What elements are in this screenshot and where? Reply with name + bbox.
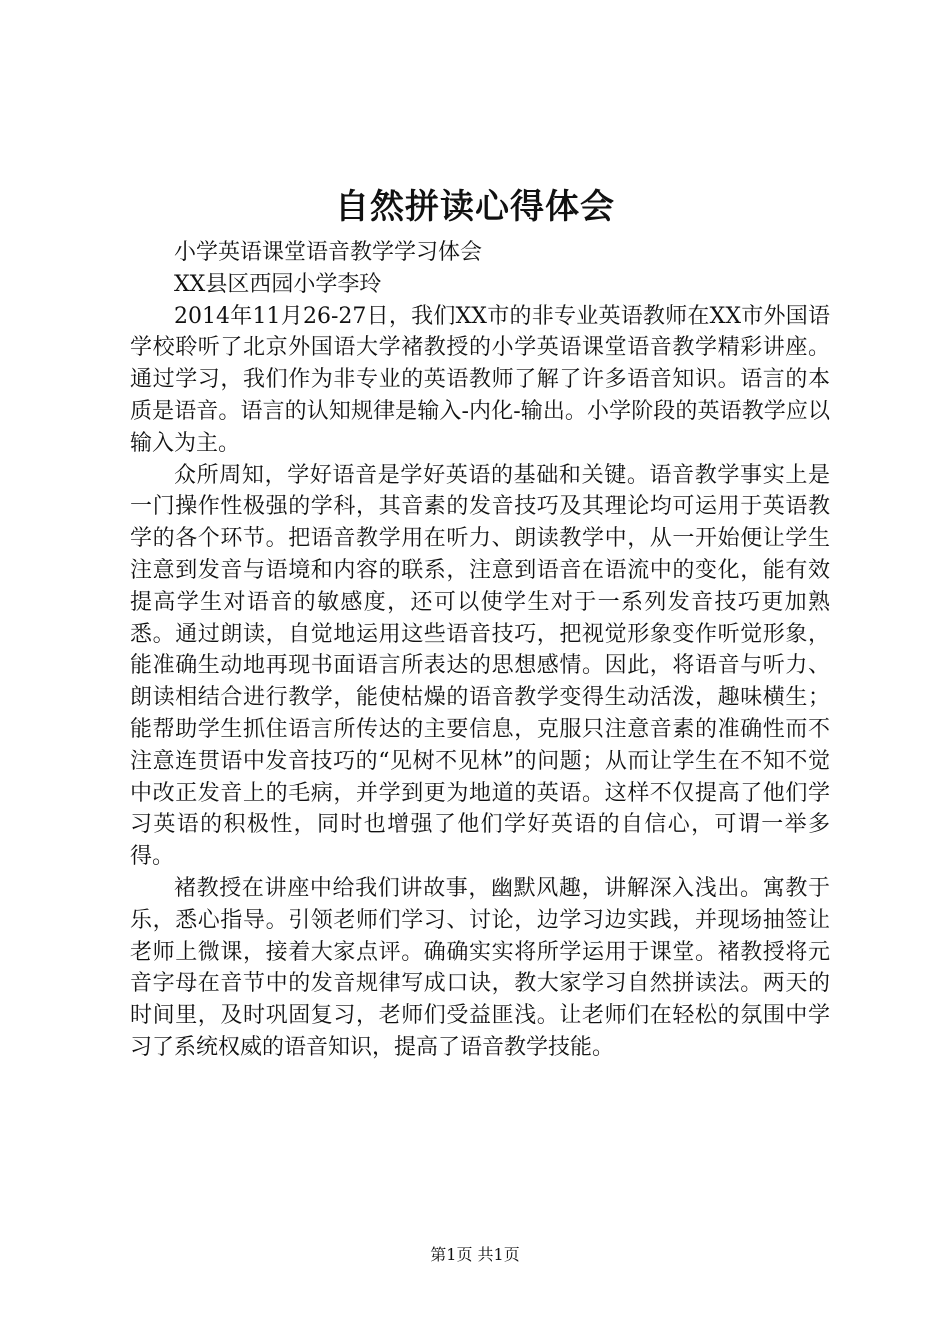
document-title: 自然拼读心得体会 [335, 187, 615, 227]
document-body [130, 237, 830, 1064]
body-paragraph: 众所周知，学好语音是学好英语的基础和关键。语音教学事实上是一门操作性极强的学科，其音素的发音技巧及其理论均可运用于英语教学的各个环节。把语音教学用在听力、朗读教学中，从一开始便让学生注意到发音与语境和内容的联系，注意到语音在语流中的变化，能有效提高学生对语音的敏感度，还可以使学生对于一系列发音技巧更加熟悉。通过朗读，自觉地运用这些语音技巧，把视觉形象变作听觉形象，能准确生动地再现书面语言所表达的思想感情。因此，将语音与听力、朗读相结合进行教学，能使枯燥的语音教学变得生动活泼，趣味横生；能帮助学生抓住语言所传达的主要信息，克服只注意音素的准确性而不注意连贯语中发音技巧的“见树不见林”的问题；从而让学生在不知不觉中改正发音上的毛病，并学到更为地道的英语。这样不仅提高了他们学习英语的积极性，同时也增强了他们学好英语的自信心，可谓一举多得。 [130, 462, 830, 870]
author-paragraph: XX县区西园小学李玲 [174, 271, 382, 297]
body-paragraph: 2014年11月26-27日，我们XX市的非专业英语教师在XX市外国语学校聆听了北京外国语大学褚教授的小学英语课堂语音教学精彩讲座。通过学习，我们作为非专业的英语教师了解了许多语音知识。语言的本质是语音。语言的认知规律是输入-内化-输出。小学阶段的英语教学应以输入为主。 [130, 303, 830, 456]
body-paragraph: 褚教授在讲座中给我们讲故事，幽默风趣，讲解深入浅出。寓教于乐，悉心指导。引领老师们学习、讨论，边学习边实践，并现场抽签让老师上微课，接着大家点评。确确实实将所学运用于课堂。褚教授将元音字母在音节中的发音规律写成口诀，教大家学习自然拼读法。两天的时间里，及时巩固复习，老师们受益匪浅。让老师们在轻松的氛围中学习了系统权威的语音知识，提高了语音教学技能。 [130, 875, 830, 1060]
subtitle-paragraph: 小学英语课堂语音教学学习体会 [174, 240, 483, 265]
page-footer: 第1页 共1页 [430, 1245, 520, 1264]
